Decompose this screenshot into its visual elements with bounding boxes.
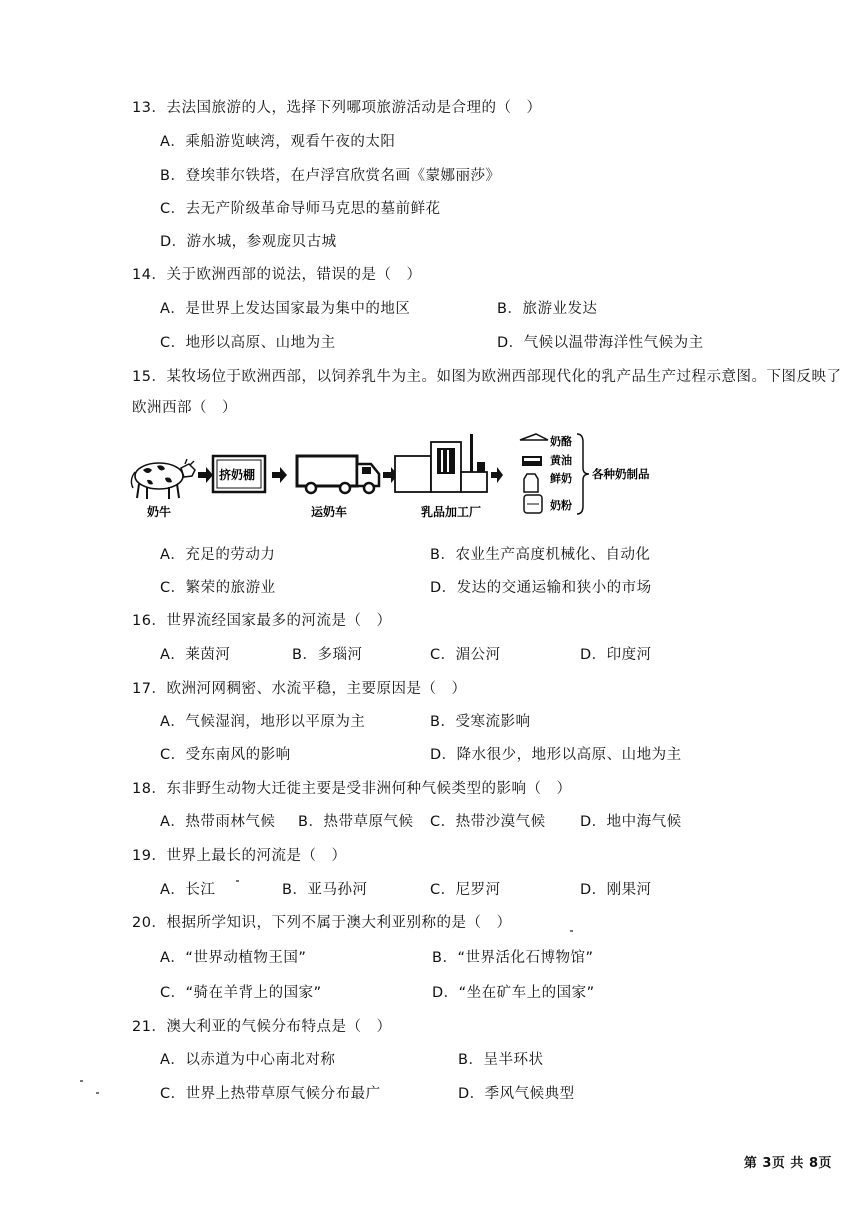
question-16-option-b: B．多瑙河: [292, 647, 363, 663]
question-21-stem: 21．澳大利亚的气候分布特点是（ ）: [132, 1019, 392, 1035]
question-19-stem: 19．世界上最长的河流是（ ）: [132, 848, 347, 864]
products-summary-label: 各种奶制品: [592, 467, 650, 481]
scan-speck: [96, 1092, 99, 1094]
question-15-option-b: B．农业生产高度机械化、自动化: [430, 547, 651, 563]
scan-speck: [570, 930, 573, 932]
question-20-option-a: A．“世界动植物王国”: [160, 950, 307, 966]
arrow-icon: [198, 467, 213, 483]
question-21-option-d: D．季风气候典型: [458, 1086, 575, 1102]
question-16-option-c: C．湄公河: [430, 647, 501, 663]
scan-speck: [236, 880, 239, 882]
product-label-milk: 鲜奶: [550, 472, 572, 485]
question-15-option-c: C．繁荣的旅游业: [160, 580, 276, 596]
milk-truck-icon: [297, 456, 379, 493]
question-14-stem: 14．关于欧洲西部的说法，错误的是（ ）: [132, 267, 422, 283]
question-13-option-c: C．去无产阶级革命导师马克思的墓前鲜花: [160, 201, 441, 217]
question-21-option-c: C．世界上热带草原气候分布最广: [160, 1086, 381, 1102]
question-20-stem: 20．根据所学知识，下列不属于澳大利亚别称的是（ ）: [132, 915, 512, 931]
question-18-option-c: C．热带沙漠气候: [430, 814, 546, 830]
question-18-option-d: D．地中海气候: [580, 814, 682, 830]
question-18-option-b: B．热带草原气候: [298, 814, 414, 830]
cow-label: 奶牛: [147, 505, 172, 519]
dairy-process-diagram: [125, 428, 685, 528]
question-13-option-b: B．登埃菲尔铁塔，在卢浮宫欣赏名画《蒙娜丽莎》: [160, 168, 501, 184]
question-14-option-b: B．旅游业发达: [497, 301, 598, 317]
question-14-option-a: A．是世界上发达国家最为集中的地区: [160, 301, 411, 317]
cow-icon: [131, 459, 195, 499]
product-label-butter: 黄油: [550, 454, 572, 467]
dairy-factory-icon: [395, 434, 487, 492]
page-footer: 第 3页 共 8页: [743, 1156, 832, 1171]
product-label-powder: 奶粉: [550, 499, 572, 512]
product-label-cheese: 奶酪: [550, 435, 572, 448]
question-18-stem: 18．东非野生动物大迁徙主要是受非洲何种气候类型的影响（ ）: [132, 781, 572, 797]
question-20-option-c: C．“骑在羊背上的国家”: [160, 985, 322, 1001]
question-21-option-a: A．以赤道为中心南北对称: [160, 1052, 336, 1068]
question-15-stem: 15．某牧场位于欧洲西部，以饲养乳牛为主。如图为欧洲西部现代化的乳产品生产过程示意图。下图反映了: [132, 369, 842, 385]
question-16-option-a: A．莱茵河: [160, 647, 231, 663]
fresh-milk-icon: [524, 474, 538, 492]
question-19-option-d: D．刚果河: [580, 882, 652, 898]
question-16-stem: 16．世界流经国家最多的河流是（ ）: [132, 613, 392, 629]
question-20-option-d: D．“坐在矿车上的国家”: [432, 985, 595, 1001]
question-15-option-a: A．充足的劳动力: [160, 547, 276, 563]
question-17-option-c: C．受东南风的影响: [160, 747, 291, 763]
question-15-stem-continued: 欧洲西部（ ）: [132, 400, 237, 416]
question-13-stem: 13．去法国旅游的人，选择下列哪项旅游活动是合理的（ ）: [132, 100, 542, 116]
question-14-option-d: D．气候以温带海洋性气候为主: [497, 335, 704, 351]
question-17-option-b: B．受寒流影响: [430, 714, 531, 730]
question-13-option-d: D．游水城，参观庞贝古城: [160, 234, 337, 250]
arrow-icon: [272, 467, 287, 483]
question-21-option-b: B．呈半环状: [458, 1052, 544, 1068]
milking-shed-label: 挤奶棚: [219, 468, 256, 482]
milk-truck-label: 运奶车: [311, 505, 348, 519]
question-17-stem: 17．欧洲河网稠密、水流平稳，主要原因是（ ）: [132, 681, 467, 697]
question-19-option-b: B．亚马孙河: [282, 882, 368, 898]
brace-icon: [577, 434, 589, 514]
cheese-icon: [520, 434, 548, 440]
question-19-option-a: A．长江: [160, 882, 216, 898]
question-17-option-d: D．降水很少，地形以高原、山地为主: [430, 747, 682, 763]
question-19-option-c: C．尼罗河: [430, 882, 501, 898]
question-14-option-c: C．地形以高原、山地为主: [160, 335, 336, 351]
scan-speck: [80, 1080, 83, 1082]
question-15-option-d: D．发达的交通运输和狭小的市场: [430, 580, 652, 596]
arrow-icon: [491, 467, 503, 483]
question-13-option-a: A．乘船游览峡湾，观看午夜的太阳: [160, 134, 396, 150]
dairy-factory-label: 乳品加工厂: [421, 505, 482, 519]
question-18-option-a: A．热带雨林气候: [160, 814, 276, 830]
question-20-option-b: B．“世界活化石博物馆”: [432, 950, 594, 966]
question-17-option-a: A．气候湿润，地形以平原为主: [160, 714, 366, 730]
question-16-option-d: D．印度河: [580, 647, 652, 663]
